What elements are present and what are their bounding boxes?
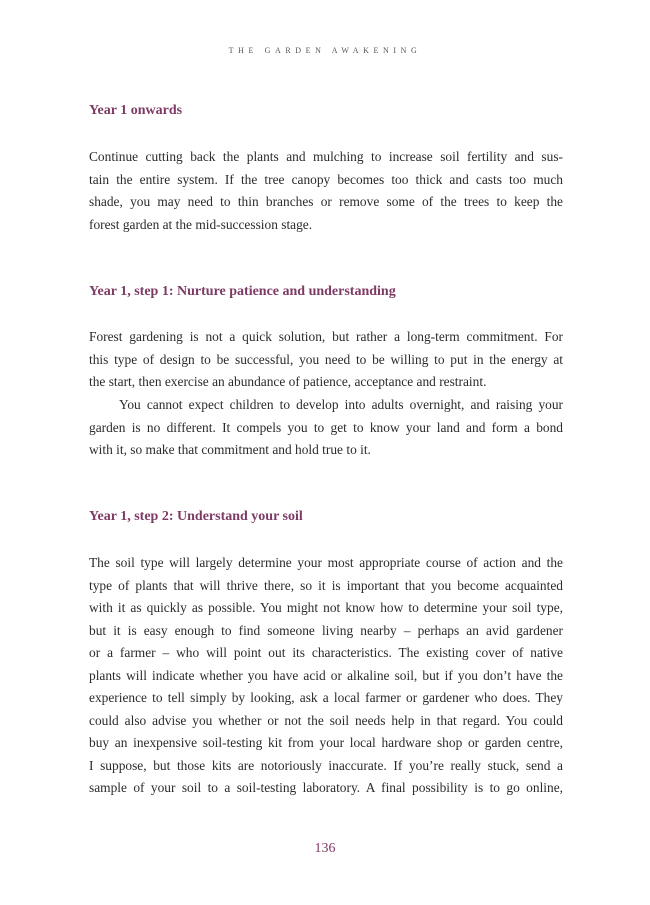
text-line: experience to tell simply by looking, ask a local farmer or gardener who does. They bbox=[89, 690, 563, 705]
text-line: with it as quickly as possible. You might not know how to determine your soil type, bbox=[89, 600, 563, 615]
text-line: plants will indicate whether you have acid or alkaline soil, but if you don’t have the bbox=[89, 667, 563, 683]
text-line: the start, then exercise an abundance of patience, acceptance and restraint. bbox=[89, 374, 487, 389]
page-number: 136 bbox=[314, 841, 336, 856]
paragraph bbox=[89, 146, 563, 236]
text-line: garden is no different. It compels you to get to know your land and form a bond bbox=[89, 419, 563, 435]
text-line: tain the entire system. If the tree canopy becomes too thick and casts too much bbox=[89, 171, 563, 187]
paragraph bbox=[89, 326, 563, 394]
text-line: forest garden at the mid-succession stage. bbox=[89, 216, 313, 232]
text-line: could also advise you whether or not the soil needs help in that regard. You could bbox=[89, 712, 563, 728]
paragraph bbox=[89, 552, 563, 800]
section-heading: Year 1, step 2: Understand your soil bbox=[89, 509, 303, 524]
text-line: The soil type will largely determine your most appropriate course of action and the bbox=[89, 555, 563, 570]
running-head: THE GARDEN AWAKENING bbox=[228, 46, 422, 55]
text-line: sample of your soil to a soil-testing laboratory. A final possibility is to go online, bbox=[89, 780, 563, 795]
text-line: with it, so make that commitment and hold true to it. bbox=[89, 442, 371, 457]
text-line: You cannot expect children to develop into adults overnight, and raising your bbox=[119, 397, 563, 412]
text-line: I suppose, but those kits are notoriously inaccurate. If you’re really stuck, send a bbox=[89, 757, 563, 773]
text-line: Continue cutting back the plants and mulching to increase soil fertility and sus- bbox=[89, 149, 563, 164]
text-line: this type of design to be successful, you need to be willing to put in the energy at bbox=[89, 351, 563, 367]
paragraph bbox=[89, 394, 563, 462]
text-line: type of plants that will thrive there, so it is important that you become acquainted bbox=[89, 577, 563, 593]
text-line: shade, you may need to thin branches or remove some of the trees to keep the bbox=[89, 194, 563, 209]
section-heading: Year 1 onwards bbox=[89, 103, 183, 118]
text-line: Forest gardening is not a quick solution, but rather a long-term commitment. For bbox=[89, 329, 563, 344]
section-heading: Year 1, step 1: Nurture patience and understanding bbox=[89, 284, 396, 299]
text-line: but it is easy enough to find someone living nearby – perhaps an avid gardener bbox=[89, 622, 563, 638]
text-line: buy an inexpensive soil-testing kit from your local hardware shop or garden centre, bbox=[89, 735, 563, 750]
text-line: or a farmer – who will point out its characteristics. The existing cover of native bbox=[89, 645, 563, 660]
